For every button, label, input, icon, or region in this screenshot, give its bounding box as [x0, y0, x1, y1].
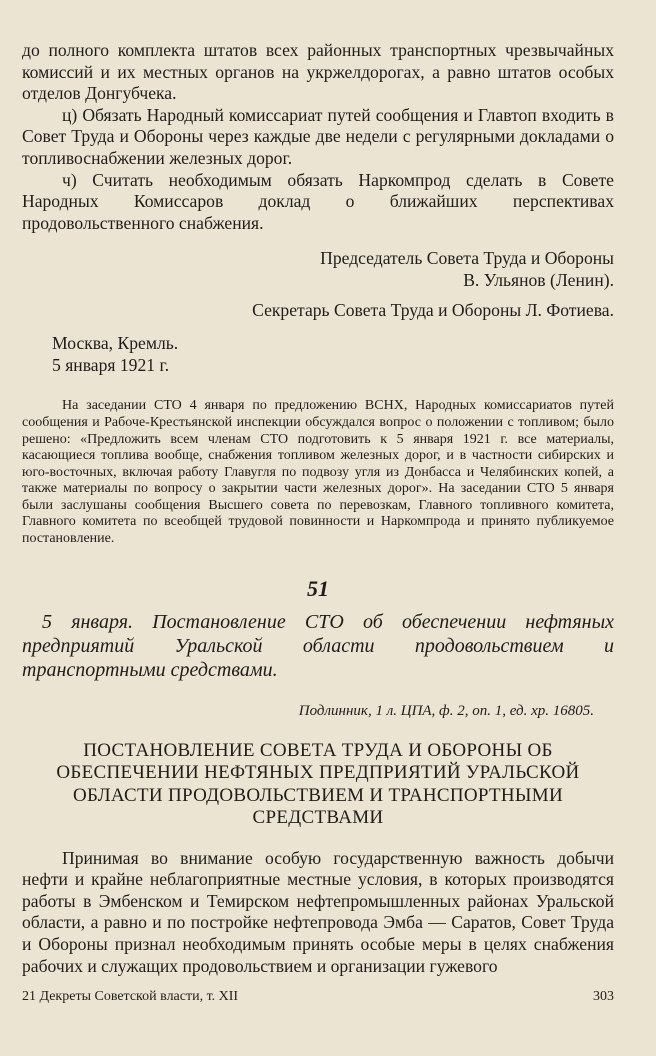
- archive-source: Подлинник, 1 л. ЦПА, ф. 2, оп. 1, ед. хр. 16805.: [298, 702, 594, 719]
- page-number: 303: [593, 989, 614, 1004]
- paragraph-item-ch: ч) Считать необходимым обязать Наркомпрод сделать в Совете Народных Комиссаров доклад о ближайших перспективах продовольственного снабжения.: [22, 169, 614, 233]
- paragraph-continuation: до полного комплекта штатов всех районных транспортных чрезвычайных комиссий и их местных органов на укржелдорогах, а равно штатов особых отделов Донгубчека.: [22, 40, 614, 104]
- decree-heading: ПОСТАНОВЛЕНИЕ СОВЕТА ТРУДА И ОБОРОНЫ ОБ ОБЕСПЕЧЕНИИ НЕФТЯНЫХ ПРЕДПРИЯТИЙ УРАЛЬСКОЙ ОБЛАСТИ ПРОДОВОЛЬСТВИЕМ И ТРАНСПОРТНЫМИ СРЕДСТВАМИ: [56, 739, 580, 829]
- document-title: 5 января. Постановление СТО об обеспечении нефтяных предприятий Уральской области продовольствием и транспортными средствами.: [22, 610, 614, 681]
- signature-mark: 21 Декреты Советской власти, т. XII: [22, 989, 239, 1004]
- paragraph-item-ts: ц) Обязать Народный комиссариат путей сообщения и Главтоп входить в Совет Труда и Обороны через каждые две недели с регулярными докладами о топливоснабжении железных дорог.: [22, 104, 614, 168]
- editorial-note: На заседании СТО 4 января по предложению ВСНХ, Народных комиссариатов путей сообщения и Рабоче-Крестьянской инспекции обсуждался вопрос о положении с топливом; было решено: «Предложить всем членам СТО подготовить к 5 января 1921 г. все материалы, касающиеся топлива вообще, снабжения топливом железных дорог, и в частности сибирских и юго-восточных, включая работу Главугля по подвозу угля из Донбасса и Челябинских копей, а также материалы по вопросу о закрытии части железных дорог». На заседании СТО 5 января были заслушаны сообщения Высшего совета по перевозкам, Главного топливного комитета, Главного комитета по всеобщей трудовой повинности и Наркомпрода и принято публикуемое постановление.: [22, 398, 614, 547]
- signature-chair-title: Председатель Совета Труда и Обороны: [320, 248, 614, 269]
- signature-secretary: Секретарь Совета Труда и Обороны Л. Фотиева.: [252, 299, 614, 320]
- page: [22, 40, 614, 1040]
- place-line: Москва, Кремль.: [52, 333, 179, 354]
- signature-chair-name: В. Ульянов (Ленин).: [463, 269, 614, 290]
- date-line: 5 января 1921 г.: [52, 354, 170, 375]
- document-number: 51: [307, 575, 329, 601]
- body-paragraph: Принимая во внимание особую государственную важность добычи нефти и крайне неблагоприятные местные условия, в которых производятся работы в Эмбенском и Темирском нефтепромышленных районах Уральской области, а равно и по постройке нефтепровода Эмба — Саратов, Совет Труда и Обороны признал необходимым принять особые меры в целях снабжения рабочих и служащих продовольствием и организации гужевого: [22, 847, 614, 976]
